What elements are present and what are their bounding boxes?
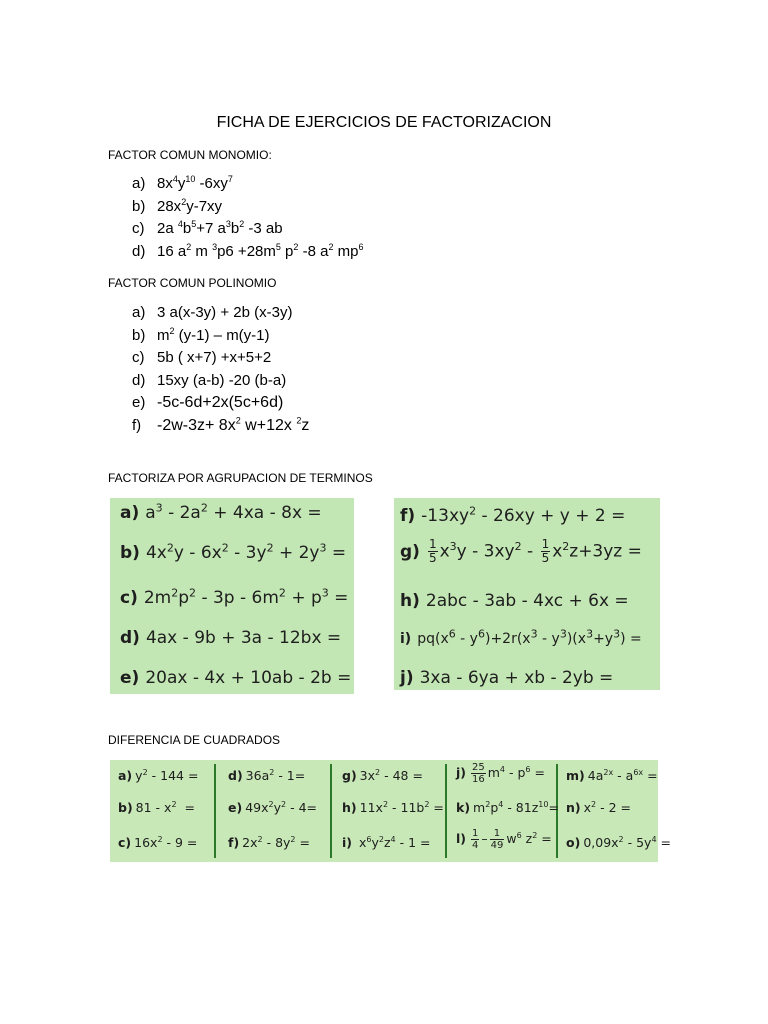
- column-divider: [330, 764, 332, 858]
- section-heading-monomio: FACTOR COMUN MONOMIO:: [108, 148, 272, 162]
- exercise-item: a) $y^2 - 144$ =: [118, 767, 199, 783]
- section-heading-agrupacion: FACTORIZA POR AGRUPACION DE TERMINOS: [108, 471, 373, 485]
- exercise-item: e) 20ax - 4x + 10ab - 2b =: [120, 668, 352, 688]
- exercise-item: i) $x^6y^2z^4 - 1$ =: [342, 834, 431, 850]
- exercise-item: e) $49x^2y^2 - 4=$: [228, 799, 317, 815]
- exercise-item: c) $16x^2 - 9$ =: [118, 834, 198, 850]
- table-column: [110, 760, 214, 862]
- exercise-item: k) $m^2p^4 - 81z^{10}=$: [456, 799, 559, 815]
- exercise-item: g) $3x^2 - 48$ =: [342, 767, 423, 783]
- exercise-item: f) $-13xy^2 - 26xy + y + 2$ =: [400, 504, 626, 526]
- exercise-item: l) $\frac{1}{4}$ – $\frac{1}{49}$ $w^6$ $z^2$ =: [456, 828, 552, 851]
- table-column: [334, 760, 445, 862]
- exercise-item: h) 2abc - 3ab - 4xc + 6x =: [400, 591, 629, 611]
- list-item: d) 15xy (a-b) -20 (b-a): [132, 371, 287, 389]
- exercise-item: g) $\frac{1}{5}$ $x^3y - 3xy^2$ - $\frac{1}{5}$ $x^2z+3yz$ =: [400, 537, 642, 565]
- list-item: c) 5b ( x+7) +x+5+2: [132, 349, 272, 366]
- list-item: e) -5c-6d+2x(5c+6d): [132, 394, 284, 411]
- list-item: f) $-2w-3z+ 8x^2$ w+12x $^2$z: [132, 415, 310, 434]
- list-item: b) $28x^2y-7xy$: [132, 196, 223, 215]
- exercise-item: n) $x^2 - 2$ =: [566, 799, 631, 815]
- list-item: a) $8x^4y^{10}$ $-6xy^7$: [132, 174, 233, 192]
- column-divider: [445, 764, 447, 858]
- table-column: [558, 760, 671, 862]
- section-heading-polinomio: FACTOR COMUN POLINOMIO: [108, 276, 277, 290]
- exercise-item: f) $2x^2 - 8y^2$ =: [228, 834, 310, 850]
- column-divider: [214, 764, 216, 858]
- exercise-item: j) 3xa - 6ya + xb - 2yb =: [400, 668, 614, 688]
- exercise-item: b) $4x^2y - 6x^2 - 3y^2 + 2y^3$ =: [120, 541, 347, 563]
- list-item: d) 16 $a^2$ m $^3p6 +28m^5$ $p^2$ -8 $a^2$ $mp^6$: [132, 241, 364, 260]
- list-item: b) $m^2$ (y-1) – m(y-1): [132, 325, 270, 344]
- exercise-item: d) 4ax - 9b + 3a - 12bx =: [120, 628, 342, 648]
- list-item: c) 2a $^4b^5+7$ $a^3b^2$ -3 ab: [132, 219, 283, 237]
- exercise-item: b) $81 - x^2$ =: [118, 799, 195, 815]
- exercise-item: o) $0,09x^2 - 5y^4$ =: [566, 834, 671, 850]
- exercise-item: j) $\frac{25}{16}$ $m^4 - p^6$ =: [456, 762, 545, 785]
- page-title: FICHA DE EJERCICIOS DE FACTORIZACION: [216, 114, 552, 131]
- list-item: a) 3 a(x-3y) + 2b (x-3y): [132, 304, 293, 321]
- exercise-item: h) $11x^2 - 11b^2$ =: [342, 799, 444, 815]
- table-column: [448, 760, 559, 862]
- agrupacion-box-right: [394, 498, 660, 690]
- table-column: [220, 760, 330, 862]
- exercise-item: a) $a^3 - 2a^2 + 4xa - 8x$ =: [120, 501, 322, 523]
- exercise-item: c) $2m^2p^2 - 3p - 6m^2 + p^3$ =: [120, 586, 349, 608]
- exercise-item: d) $36a^2 - 1=$: [228, 767, 306, 783]
- section-heading-diferencia: DIFERENCIA DE CUADRADOS: [108, 733, 281, 747]
- diferencia-table: [110, 760, 671, 862]
- monomio-list: [132, 173, 363, 263]
- agrupacion-box-left: [110, 498, 354, 694]
- polinomio-list: [132, 302, 309, 437]
- exercise-item: m) $4a^{2x} - a^{6x}$ =: [566, 767, 658, 783]
- exercise-item: i) $pq(x^6 - y^6)+2r(x^3 - y^3)(x^3+y^3)$ =: [400, 627, 642, 647]
